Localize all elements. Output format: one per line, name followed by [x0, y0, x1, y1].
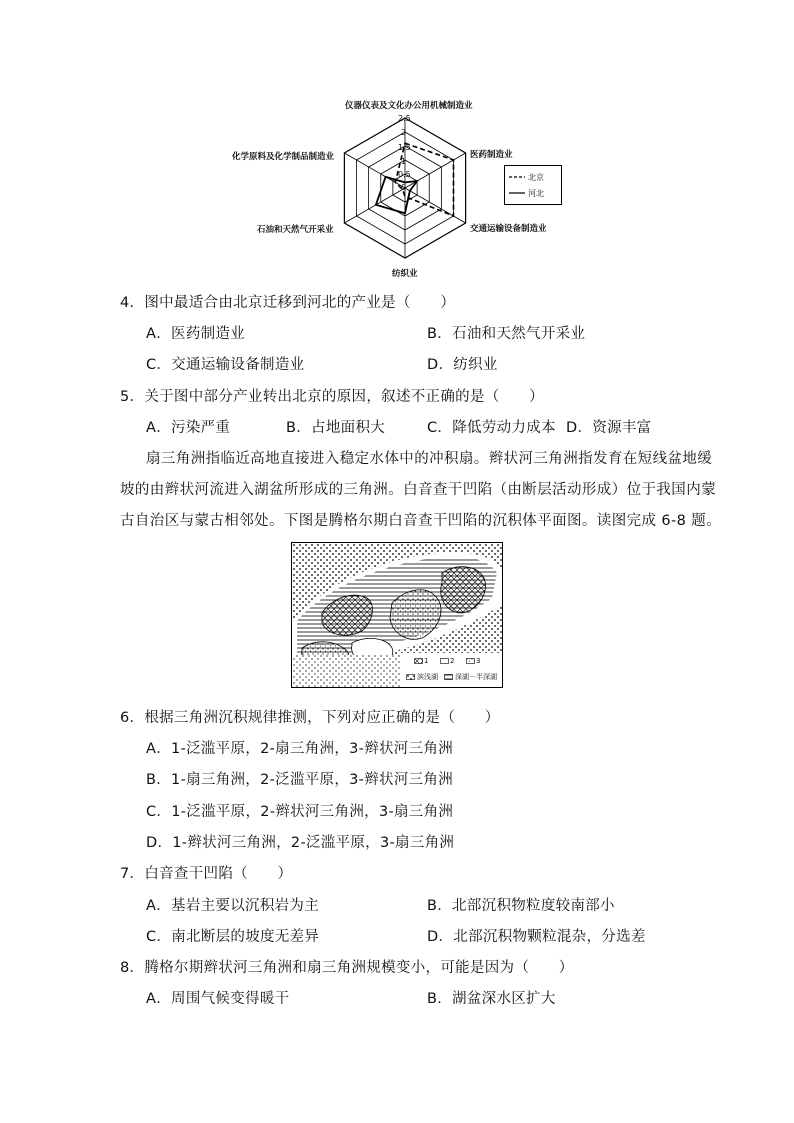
map-legend-label-1: 1 [424, 657, 429, 665]
q7-option-b[interactable]: B．北部沉积物粒度较南部小 [427, 898, 615, 914]
radar-spoke [344, 188, 405, 223]
q7-option-d[interactable]: D．北部沉积物颗粒混杂，分选差 [427, 929, 646, 945]
map-legend-label-shallow: 滨浅湖 [417, 673, 438, 681]
q7-option-c[interactable]: C．南北断层的坡度无差异 [146, 929, 320, 945]
map-legend-label-3: 3 [476, 657, 481, 665]
map-legend-label-2: 2 [450, 657, 455, 665]
passage-line-2: 坡的由辫状河流进入湖盆所形成的三角洲。白音查干凹陷（由断层活动形成）位于我国内蒙 [120, 482, 716, 498]
q6-option-c[interactable]: C．1-泛滥平原，2-辫状河三角洲，3-扇三角洲 [146, 804, 454, 820]
question-8-stem: 8．腾格尔期辫状河三角洲和扇三角洲规模变小，可能是因为（ ） [120, 960, 574, 976]
map-legend-swatch-2 [440, 657, 454, 665]
axis-label-instrument: 仪器仪表及文化办公用机械制造业 [345, 101, 473, 111]
axis-label-textile: 纺织业 [392, 269, 418, 279]
q5-option-b[interactable]: B．占地面积大 [286, 420, 386, 436]
tick-2-5: 2.5 [398, 114, 411, 123]
radar-spoke [405, 188, 466, 223]
q6-option-d[interactable]: D．1-辫状河三角洲，2-泛滥平原，3-扇三角洲 [146, 835, 455, 851]
tick-0-5: 0.5 [398, 170, 411, 179]
question-7-stem: 7．白音查干凹陷（ ） [120, 866, 293, 882]
q5-option-d[interactable]: D．资源丰富 [566, 420, 652, 436]
lined-swatch-icon [444, 674, 453, 680]
legend-label-beijing: 北京 [528, 172, 544, 182]
stipple-swatch-icon [466, 658, 475, 664]
radar-chart [220, 95, 570, 280]
radar-spoke [405, 153, 466, 188]
white-swatch-icon [440, 658, 449, 664]
passage-line-3: 古自治区与蒙古相邻处。下图是腾格尔期白音查干凹陷的沉积体平面图。读图完成 6-8 题。 [120, 513, 722, 529]
q4-option-b[interactable]: B．石油和天然气开采业 [427, 326, 586, 342]
q8-option-b[interactable]: B．湖盆深水区扩大 [427, 991, 556, 1007]
sediment-map [291, 542, 503, 688]
tick-0: 0 [401, 183, 407, 192]
dashed-line-icon [509, 175, 525, 179]
radar-legend [504, 165, 562, 205]
radar-series-hebei [376, 177, 417, 213]
map-legend-swatch-1 [414, 657, 428, 665]
q4-option-c[interactable]: C．交通运输设备制造业 [146, 357, 305, 373]
question-6-stem: 6．根据三角洲沉积规律推测，下列对应正确的是（ ） [120, 710, 500, 726]
radar-series-beijing [395, 143, 453, 216]
tick-1-5: 1.5 [398, 143, 411, 152]
map-legend-swatch-3 [466, 657, 480, 665]
q8-option-a[interactable]: A．周围气候变得暖干 [146, 991, 290, 1007]
axis-label-chemical: 化学原料及化学制品制造业 [232, 152, 335, 162]
legend-item-beijing [509, 169, 557, 185]
q6-option-a[interactable]: A．1-泛滥平原，2-扇三角洲，3-辫状河三角洲 [146, 741, 453, 757]
q5-option-a[interactable]: A．污染严重 [146, 420, 231, 436]
question-5-stem: 5．关于图中部分产业转出北京的原因，叙述不正确的是（ ） [120, 389, 544, 405]
q7-option-a[interactable]: A．基岩主要以沉积岩为主 [146, 898, 320, 914]
q5-option-c[interactable]: C．降低劳动力成本 [427, 420, 556, 436]
map-legend-shallow [406, 672, 438, 682]
map-legend-deep [444, 672, 497, 682]
map-legend-label-deep: 深湖－半深湖 [455, 673, 497, 681]
tick-1: 1 [401, 157, 407, 166]
passage-line-1: 扇三角洲指临近高地直接进入稳定水体中的冲积扇。辫状河三角洲指发育在短线盆地缓 [146, 451, 713, 467]
axis-label-petroleum: 石油和天然气开采业 [257, 225, 334, 235]
axis-label-medicine: 医药制造业 [470, 150, 513, 160]
tick-2: 2 [401, 128, 407, 137]
cross-hatch-swatch-icon [414, 658, 423, 664]
question-4-stem: 4．图中最适合由北京迁移到河北的产业是（ ） [120, 295, 456, 311]
q4-option-a[interactable]: A．医药制造业 [146, 326, 246, 342]
solid-line-icon [509, 191, 525, 195]
q4-option-d[interactable]: D．纺织业 [427, 357, 498, 373]
legend-label-hebei: 河北 [528, 188, 544, 198]
q6-option-b[interactable]: B．1-扇三角洲，2-泛滥平原，3-辫状河三角洲 [146, 772, 454, 788]
axis-label-transport: 交通运输设备制造业 [470, 224, 547, 234]
dotted-swatch-icon [406, 674, 415, 680]
legend-item-hebei [509, 185, 557, 201]
map-legend-panel [400, 653, 502, 687]
